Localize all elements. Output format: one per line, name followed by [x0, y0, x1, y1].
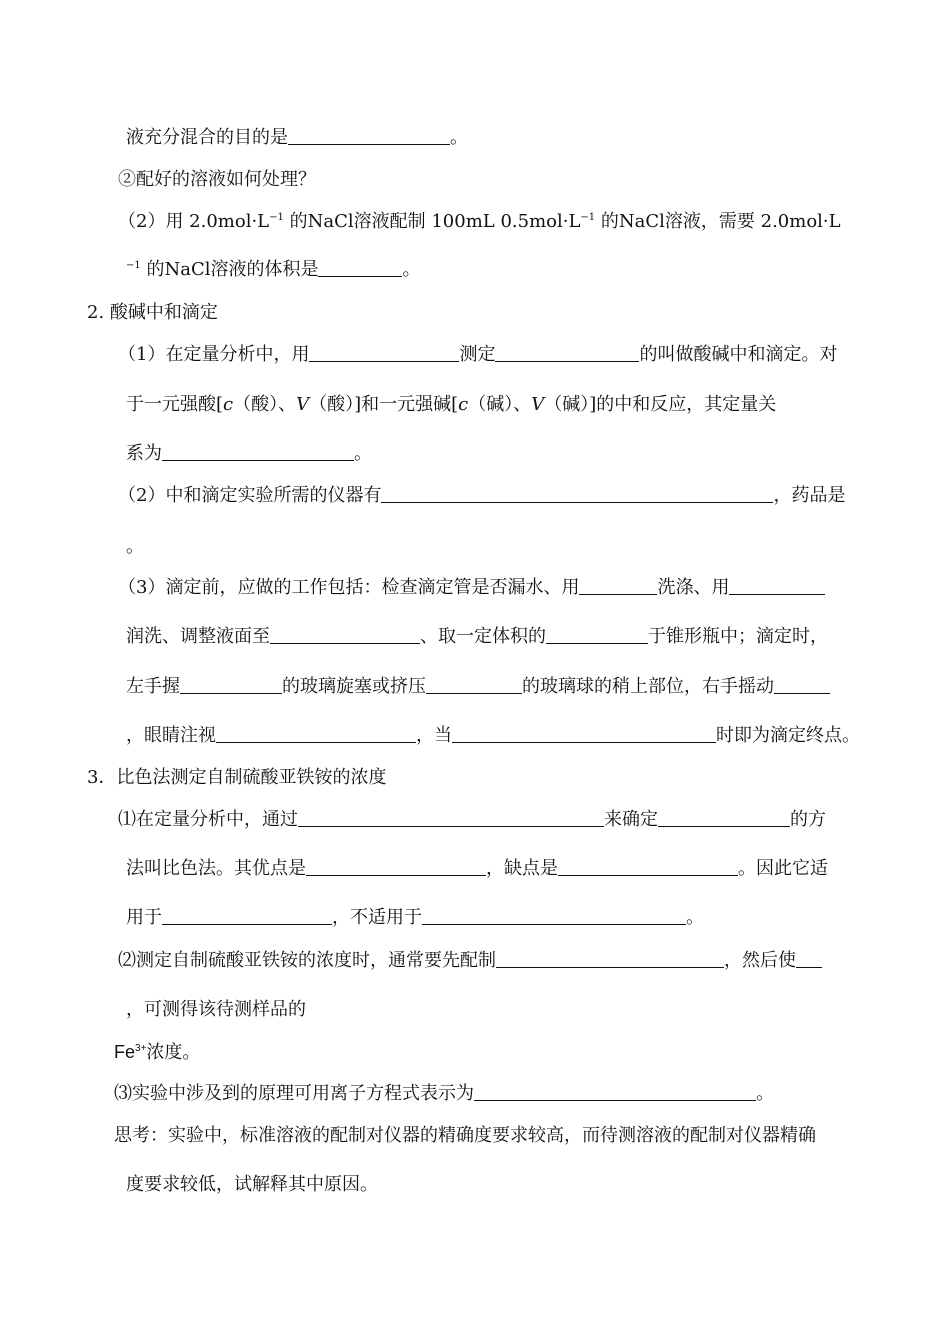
answer-blank[interactable] — [474, 1082, 756, 1101]
answer-blank[interactable] — [270, 625, 420, 644]
answer-blank[interactable] — [298, 808, 604, 827]
text-line: （2）用 $2.0mol\cdot L^{-1}$ 的NaCl溶液配制 100mL $0.5mol\cdot L^{-1}$ 的NaCl溶液，需要 2.0mol·L — [118, 211, 841, 232]
text-line: ，眼睛注视 ，当 时即为滴定终点。 — [126, 725, 860, 746]
answer-blank[interactable] — [422, 906, 686, 925]
answer-blank[interactable] — [774, 675, 830, 694]
section-heading: 3．比色法测定自制硫酸亚铁铵的浓度 — [87, 767, 387, 788]
text-line: ⑵测定自制硫酸亚铁铵的浓度时，通常要先配制 ，然后使 — [118, 949, 822, 973]
answer-blank[interactable] — [796, 949, 822, 968]
answer-blank[interactable] — [496, 949, 724, 968]
answer-blank[interactable] — [452, 724, 716, 743]
answer-blank[interactable] — [162, 442, 354, 461]
text-line: 度要求较低，试解释其中原因。 — [126, 1174, 378, 1195]
text-line: （3）滴定前，应做的工作包括：检查滴定管是否漏水、用 洗涤、用 — [118, 576, 825, 600]
answer-blank[interactable] — [495, 343, 639, 362]
answer-blank[interactable] — [216, 724, 416, 743]
answer-blank[interactable] — [288, 126, 450, 145]
text-line: ，可测得该待测样品的 — [126, 999, 306, 1020]
text-line: 用于 ，不适用于 。 — [126, 907, 704, 928]
text-line: ②配好的溶液如何处理？ — [118, 169, 316, 190]
text-line: 左手握 的玻璃旋塞或挤压 的玻璃球的稍上部位，右手摇动 — [126, 675, 830, 699]
answer-blank[interactable] — [546, 625, 648, 644]
answer-blank[interactable] — [309, 343, 459, 362]
text-line: $Fe^{3+}$浓度。 — [114, 1042, 201, 1063]
answer-blank[interactable] — [180, 675, 282, 694]
text-line: （1）在定量分析中，用 测定 的叫做酸碱中和滴定。对 — [118, 344, 838, 365]
answer-blank[interactable] — [729, 576, 825, 595]
text-line: 系为 。 — [126, 443, 372, 464]
answer-blank[interactable] — [162, 906, 332, 925]
answer-blank[interactable] — [579, 576, 657, 595]
answer-blank[interactable] — [426, 675, 522, 694]
text-line: 润洗、调整液面至 、取一定体积的 于锥形瓶中；滴定时， — [126, 626, 828, 647]
text-line: （2）中和滴定实验所需的仪器有 ，药品是 — [118, 485, 846, 506]
text-line: ⑴在定量分析中，通过 来确定 的方 — [118, 809, 826, 830]
text-line: ⑶实验中涉及到的原理可用离子方程式表示为 。 — [114, 1083, 774, 1104]
section-heading: 2. 酸碱中和滴定 — [87, 302, 218, 323]
text-line: 液充分混合的目的是 。 — [126, 127, 468, 148]
answer-blank[interactable] — [381, 484, 773, 503]
answer-blank[interactable] — [558, 857, 738, 876]
text-line: 。 — [126, 536, 144, 557]
text-line: 法叫比色法。其优点是 ，缺点是 。因此它适 — [126, 858, 828, 879]
text-line: 于一元强酸[c（酸）、V（酸）]和一元强碱[c（碱）、V（碱）]的中和反应，其定量关 — [126, 394, 777, 415]
text-line: 思考：实验中，标准溶液的配制对仪器的精确度要求较高，而待测溶液的配制对仪器精确 — [114, 1125, 816, 1146]
answer-blank[interactable] — [318, 258, 402, 277]
answer-blank[interactable] — [658, 808, 790, 827]
text-line: $^{-1}$ 的NaCl溶液的体积是 。 — [126, 259, 421, 280]
answer-blank[interactable] — [306, 857, 486, 876]
